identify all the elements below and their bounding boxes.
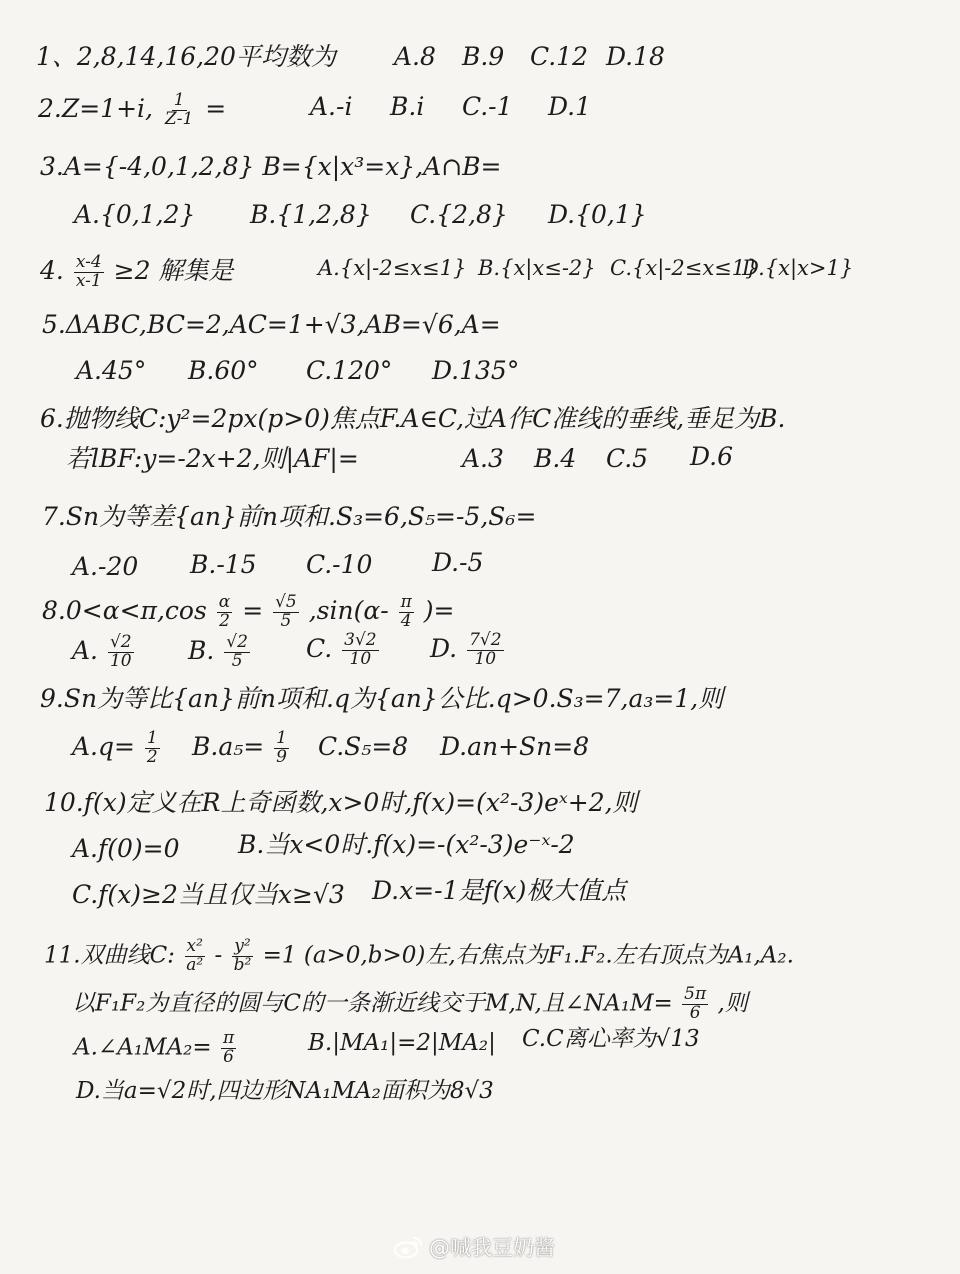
q2-option-c: C.-1 xyxy=(462,92,513,121)
q6-stem-line2: 若lBF:y=-2x+2,则|AF|= xyxy=(66,444,359,473)
q9-option-a-text: A.q= xyxy=(72,731,135,761)
q8-option-b-letter: B. xyxy=(188,635,215,665)
q7-stem: 7.Sn为等差{an}前n项和.S₃=6,S₅=-5,S₆= xyxy=(42,502,537,531)
q8-option-d-frac xyxy=(467,632,503,669)
watermark xyxy=(393,1232,555,1262)
q8-half-alpha-den: 2 xyxy=(219,610,230,631)
q9-stem: 9.Sn为等比{an}前n项和.q为{an}公比.q>0.S₃=7,a₃=1,则 xyxy=(40,684,724,713)
q4-number: 4. xyxy=(40,255,64,285)
q8-option-d-num: 7√2 xyxy=(469,630,502,650)
q4-fraction-num: x-4 xyxy=(75,252,102,272)
q11-option-a-den: 6 xyxy=(223,1046,234,1067)
q9-option-b-num: 1 xyxy=(276,728,287,748)
q9-option-c: C.S₅=8 xyxy=(318,732,409,761)
q8-pi-quarter xyxy=(399,594,414,631)
q8-option-c-num: 3√2 xyxy=(344,630,377,650)
q4-option-b: B.{x|x≤-2} xyxy=(478,256,596,280)
q10-option-a: A.f(0)=0 xyxy=(72,834,180,863)
q1-option-a: A.8 xyxy=(394,42,436,71)
q8-option-d-letter: D. xyxy=(430,633,458,663)
q11-then: ,则 xyxy=(717,990,748,1017)
q5-option-a: A.45° xyxy=(76,356,147,385)
q11-option-c: C.C离心率为√13 xyxy=(522,1026,700,1052)
q7-option-a: A.-20 xyxy=(72,552,139,581)
q8-option-a-num: √2 xyxy=(109,632,132,652)
q8-option-a xyxy=(72,634,136,671)
q1-option-b: B.9 xyxy=(462,42,505,71)
q8-stem xyxy=(42,594,454,631)
q4-option-c: C.{x|-2≤x≤1} xyxy=(610,256,759,280)
q8-cos-value-den: 5 xyxy=(280,610,292,631)
q9-option-b-frac xyxy=(274,730,289,767)
q3-option-b: B.{1,2,8} xyxy=(250,200,372,229)
q9-option-a-den: 2 xyxy=(146,746,158,767)
q11-x-frac-num: x² xyxy=(186,936,203,956)
q11-option-a-num: π xyxy=(223,1028,235,1048)
q1-option-d: D.18 xyxy=(606,42,665,71)
q7-option-b: B.-15 xyxy=(190,550,257,579)
q2-fraction-den: Z-1 xyxy=(164,108,194,129)
q5-option-b: B.60° xyxy=(188,356,259,385)
q9-option-b xyxy=(192,730,291,767)
q8-close: )= xyxy=(423,595,455,625)
q7-option-c: C.-10 xyxy=(306,550,373,579)
q6-option-c: C.5 xyxy=(606,444,649,473)
q1-option-c: C.12 xyxy=(530,42,588,71)
q8-pi-quarter-num: π xyxy=(400,592,412,612)
q8-half-alpha xyxy=(217,594,232,631)
q8-option-c-frac xyxy=(342,632,378,669)
q8-option-d-den: 10 xyxy=(474,648,497,669)
q11-angle-frac-den: 6 xyxy=(689,1002,701,1023)
q7-option-d: D.-5 xyxy=(432,548,484,577)
q8-pi-quarter-den: 4 xyxy=(400,610,412,631)
q11-angle-frac xyxy=(682,986,708,1023)
q5-stem: 5.ΔABC,BC=2,AC=1+√3,AB=√6,A= xyxy=(42,310,501,339)
q11-stem-rest: =1 (a>0,b>0)左,右焦点为F₁.F₂.左右顶点为A₁,A₂. xyxy=(262,942,794,969)
q10-option-b: B.当x<0时.f(x)=-(x²-3)e⁻ˣ-2 xyxy=(238,830,575,859)
q11-option-d: D.当a=√2时,四边形NA₁MA₂面积为8√3 xyxy=(76,1078,494,1104)
q11-stem-line2-text: 以F₁F₂为直径的圆与C的一条渐近线交于M,N,且∠NA₁M= xyxy=(72,990,673,1017)
q9-option-b-den: 9 xyxy=(276,746,287,767)
q8-stem-text: 8.0<α<π,cos xyxy=(42,595,207,625)
q11-option-b: B.|MA₁|=2|MA₂| xyxy=(308,1030,496,1056)
q3-stem: 3.A={-4,0,1,2,8} B={x|x³=x},A∩B= xyxy=(40,152,502,181)
q11-stem xyxy=(44,938,794,975)
q4-stem xyxy=(40,254,233,291)
q8-cos-value xyxy=(273,594,299,631)
q2-equals: = xyxy=(205,93,227,123)
q9-option-a xyxy=(72,730,162,767)
q4-stem-text: ≥2 解集是 xyxy=(113,255,234,285)
q11-option-a-frac xyxy=(221,1030,236,1067)
q6-option-b: B.4 xyxy=(534,444,577,473)
q1-stem: 1、2,8,14,16,20平均数为 xyxy=(36,42,336,71)
q2-option-a: A.-i xyxy=(310,92,353,121)
q4-option-a: A.{x|-2≤x≤1} xyxy=(318,256,467,280)
watermark-text: @喊我豆奶酱 xyxy=(429,1236,555,1260)
q3-option-d: D.{0,1} xyxy=(548,200,647,229)
q2-option-d: D.1 xyxy=(548,92,592,121)
q8-option-b-frac xyxy=(224,634,250,671)
q8-option-a-letter: A. xyxy=(72,635,99,665)
q11-minus: - xyxy=(214,942,223,969)
q11-angle-frac-num: 5π xyxy=(684,984,707,1004)
q5-option-c: C.120° xyxy=(306,356,393,385)
q11-stem-text: 11.双曲线C: xyxy=(44,942,175,969)
q2-fraction-num: 1 xyxy=(173,90,185,110)
q10-option-c: C.f(x)≥2当且仅当x≥√3 xyxy=(72,880,345,909)
q8-option-d xyxy=(430,632,506,669)
q11-x-frac-den: a² xyxy=(186,954,204,975)
q8-option-b xyxy=(188,634,252,671)
q8-option-c-letter: C. xyxy=(306,633,333,663)
q6-option-a: A.3 xyxy=(462,444,504,473)
q9-option-b-text: B.a₅= xyxy=(192,731,265,761)
q4-fraction xyxy=(74,254,104,291)
weibo-icon xyxy=(393,1235,423,1259)
q8-option-b-num: √2 xyxy=(226,632,248,652)
q9-option-d: D.an+Sn=8 xyxy=(440,732,590,761)
q11-x-frac xyxy=(184,938,205,975)
q11-stem-line2 xyxy=(72,986,748,1023)
q4-option-d: D.{x|x>1} xyxy=(742,256,854,280)
q8-sin-text: ,sin(α- xyxy=(308,595,389,625)
q10-stem: 10.f(x)定义在R上奇函数,x>0时,f(x)=(x²-3)eˣ+2,则 xyxy=(44,788,638,817)
q2-option-b: B.i xyxy=(390,92,425,121)
q8-option-b-den: 5 xyxy=(231,650,243,671)
q5-option-d: D.135° xyxy=(432,356,520,385)
q8-option-a-frac xyxy=(108,634,134,671)
q8-option-c xyxy=(306,632,381,669)
q11-y-frac-num: y² xyxy=(234,936,251,956)
q11-option-a-text: A.∠A₁MA₂= xyxy=(74,1034,212,1061)
q8-half-alpha-num: α xyxy=(218,592,231,612)
q10-option-d: D.x=-1是f(x)极大值点 xyxy=(372,876,627,905)
q9-option-a-num: 1 xyxy=(146,728,158,748)
q8-option-a-den: 10 xyxy=(109,650,132,671)
q11-option-a xyxy=(74,1030,238,1067)
q3-option-a: A.{0,1,2} xyxy=(74,200,196,229)
q2-stem-text: 2.Z=1+i, xyxy=(38,93,153,123)
q8-cos-value-num: √5 xyxy=(275,592,297,612)
q6-option-d: D.6 xyxy=(690,442,734,471)
q3-option-c: C.{2,8} xyxy=(410,200,508,229)
q11-y-frac xyxy=(232,938,254,975)
q11-y-frac-den: b² xyxy=(233,954,252,975)
q8-option-c-den: 10 xyxy=(349,648,372,669)
q4-fraction-den: x-1 xyxy=(75,270,102,291)
q8-equals: = xyxy=(242,595,264,625)
q2-fraction xyxy=(163,92,195,129)
q9-option-a-frac xyxy=(145,730,160,767)
q2-stem xyxy=(38,92,226,129)
q6-stem: 6.抛物线C:y²=2px(p>0)焦点F.A∈C,过A作C准线的垂线,垂足为B. xyxy=(40,404,786,433)
